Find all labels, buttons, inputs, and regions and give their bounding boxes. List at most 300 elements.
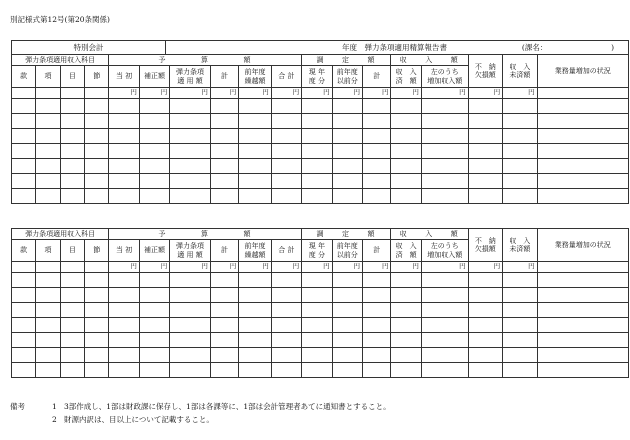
col-increase-header: 左のうち 増加収入額 [421, 240, 468, 262]
entry-cell[interactable] [391, 159, 421, 174]
entry-cell[interactable] [503, 114, 538, 129]
entry-cell[interactable] [109, 288, 139, 303]
yen-unit: 円 [302, 88, 332, 99]
yen-unit: 円 [210, 88, 238, 99]
entry-cell[interactable] [302, 288, 332, 303]
entry-cell[interactable] [421, 159, 468, 174]
entry-cell[interactable] [60, 144, 84, 159]
entry-cell[interactable] [302, 129, 332, 144]
entry-cell[interactable] [391, 288, 421, 303]
entry-cell[interactable] [421, 99, 468, 114]
col-setsu-header: 節 [85, 66, 109, 88]
entry-cell[interactable] [271, 114, 301, 129]
entry-cell[interactable] [36, 174, 60, 189]
yen-unit: 円 [271, 262, 301, 273]
table-row[interactable] [12, 129, 629, 144]
entry-cell[interactable] [332, 273, 362, 288]
entry-cell[interactable] [36, 129, 60, 144]
entry-cell[interactable] [109, 333, 139, 348]
entry-cell[interactable] [421, 273, 468, 288]
note-line [10, 413, 391, 426]
entry-cell[interactable] [332, 129, 362, 144]
col-unreceived-header: 収 入 未済額 [503, 229, 538, 262]
entry-cell[interactable] [239, 174, 271, 189]
group-budget-header: 予 算 額 [109, 229, 302, 240]
table-row[interactable] [12, 189, 629, 204]
col-moku-header: 目 [60, 66, 84, 88]
entry-cell[interactable] [36, 273, 60, 288]
table-row[interactable] [12, 363, 629, 378]
entry-cell[interactable] [239, 273, 271, 288]
entry-cell[interactable] [170, 159, 211, 174]
entry-cell[interactable] [60, 288, 84, 303]
entry-cell[interactable] [109, 273, 139, 288]
entry-cell[interactable] [36, 363, 60, 378]
entry-cell[interactable] [302, 189, 332, 204]
entry-cell[interactable] [468, 318, 503, 333]
entry-cell[interactable] [239, 144, 271, 159]
entry-cell[interactable] [363, 114, 391, 129]
table-row[interactable] [12, 303, 629, 318]
entry-cell[interactable] [210, 318, 238, 333]
entry-cell[interactable] [421, 174, 468, 189]
entry-cell[interactable] [210, 333, 238, 348]
entry-cell[interactable] [210, 189, 238, 204]
entry-cell[interactable] [12, 303, 36, 318]
entry-cell[interactable] [332, 159, 362, 174]
entry-cell[interactable] [271, 129, 301, 144]
entry-cell[interactable] [391, 303, 421, 318]
entry-cell[interactable] [170, 99, 211, 114]
entry-cell[interactable] [12, 189, 36, 204]
entry-cell[interactable] [60, 318, 84, 333]
entry-cell[interactable] [503, 129, 538, 144]
entry-cell[interactable] [391, 129, 421, 144]
entry-cell[interactable] [271, 348, 301, 363]
entry-cell[interactable] [12, 348, 36, 363]
entry-cell[interactable] [271, 333, 301, 348]
entry-cell[interactable] [239, 189, 271, 204]
col-initial-header: 当 初 [109, 66, 139, 88]
entry-cell[interactable] [12, 99, 36, 114]
entry-cell[interactable] [85, 114, 109, 129]
col-supplementary-header: 補正額 [139, 240, 169, 262]
entry-cell[interactable] [60, 303, 84, 318]
entry-cell[interactable] [363, 174, 391, 189]
entry-cell[interactable] [363, 288, 391, 303]
entry-cell[interactable] [363, 363, 391, 378]
col-kan-header: 款 [12, 240, 36, 262]
entry-cell[interactable] [139, 303, 169, 318]
table-row[interactable] [12, 288, 629, 303]
entry-cell[interactable] [537, 318, 628, 333]
entry-cell[interactable] [391, 174, 421, 189]
entry-cell[interactable] [503, 348, 538, 363]
entry-cell[interactable] [60, 99, 84, 114]
yen-unit: 円 [363, 88, 391, 99]
entry-cell[interactable] [139, 318, 169, 333]
entry-cell[interactable] [12, 144, 36, 159]
entry-cell[interactable] [85, 99, 109, 114]
entry-cell[interactable] [468, 159, 503, 174]
entry-cell[interactable] [36, 144, 60, 159]
col-deficit-header: 不 納 欠損額 [468, 229, 503, 262]
entry-cell[interactable] [537, 159, 628, 174]
entry-cell[interactable] [210, 303, 238, 318]
entry-cell[interactable] [36, 318, 60, 333]
entry-cell[interactable] [332, 318, 362, 333]
entry-cell[interactable] [85, 303, 109, 318]
entry-cell[interactable] [60, 159, 84, 174]
entry-cell[interactable] [391, 99, 421, 114]
entry-cell[interactable] [468, 174, 503, 189]
entry-cell[interactable] [537, 348, 628, 363]
entry-cell[interactable] [271, 303, 301, 318]
entry-cell[interactable] [139, 114, 169, 129]
entry-cell[interactable] [170, 174, 211, 189]
col-prior-year-header: 前年度 以前分 [332, 66, 362, 88]
entry-cell[interactable] [60, 363, 84, 378]
entry-cell[interactable] [537, 129, 628, 144]
entry-cell[interactable] [421, 318, 468, 333]
entry-cell[interactable] [85, 159, 109, 174]
entry-cell[interactable] [170, 189, 211, 204]
entry-cell[interactable] [239, 318, 271, 333]
entry-cell[interactable] [12, 273, 36, 288]
entry-cell[interactable] [302, 318, 332, 333]
table-row[interactable] [12, 99, 629, 114]
entry-cell[interactable] [271, 174, 301, 189]
group-header-row [12, 229, 629, 240]
entry-cell[interactable] [391, 189, 421, 204]
yen-unit: 円 [239, 88, 271, 99]
entry-cell[interactable] [109, 99, 139, 114]
entry-cell[interactable] [109, 129, 139, 144]
table-row[interactable] [12, 174, 629, 189]
entry-cell[interactable] [363, 318, 391, 333]
entry-cell[interactable] [363, 159, 391, 174]
entry-cell[interactable] [210, 114, 238, 129]
col-increase-header: 左のうち 増加収入額 [421, 66, 468, 88]
entry-cell[interactable] [421, 114, 468, 129]
entry-cell[interactable] [139, 333, 169, 348]
entry-cell[interactable] [170, 288, 211, 303]
entry-cell[interactable] [139, 363, 169, 378]
col-workload-header: 業務量増加の状況 [537, 229, 628, 262]
entry-cell[interactable] [302, 303, 332, 318]
entry-cell[interactable] [109, 189, 139, 204]
entry-cell[interactable] [60, 273, 84, 288]
entry-cell[interactable] [239, 288, 271, 303]
entry-cell[interactable] [391, 333, 421, 348]
entry-cell[interactable] [109, 114, 139, 129]
entry-cell[interactable] [170, 129, 211, 144]
table-row[interactable] [12, 144, 629, 159]
yen-unit: 円 [421, 88, 468, 99]
entry-cell[interactable] [421, 144, 468, 159]
entry-cell[interactable] [12, 363, 36, 378]
entry-cell[interactable] [468, 129, 503, 144]
entry-cell[interactable] [332, 333, 362, 348]
entry-cell[interactable] [210, 363, 238, 378]
entry-cell[interactable] [239, 348, 271, 363]
entry-cell[interactable] [363, 99, 391, 114]
entry-cell[interactable] [85, 348, 109, 363]
entry-cell[interactable] [36, 114, 60, 129]
division-field[interactable]: (課名： ) [521, 43, 614, 52]
entry-cell[interactable] [302, 144, 332, 159]
entry-cell[interactable] [60, 189, 84, 204]
entry-cell[interactable] [139, 144, 169, 159]
yen-unit: 円 [302, 262, 332, 273]
entry-cell[interactable] [210, 174, 238, 189]
entry-cell[interactable] [503, 189, 538, 204]
entry-cell[interactable] [170, 333, 211, 348]
entry-cell[interactable] [12, 114, 36, 129]
entry-cell[interactable] [139, 189, 169, 204]
entry-cell[interactable] [239, 129, 271, 144]
entry-cell[interactable] [85, 273, 109, 288]
group-received-header: 収 入 額 [391, 55, 468, 66]
yen-unit: 円 [468, 262, 503, 273]
entry-cell[interactable] [537, 273, 628, 288]
col-deficit-header: 不 納 欠損額 [468, 55, 503, 88]
entry-cell[interactable] [210, 159, 238, 174]
entry-cell[interactable] [421, 363, 468, 378]
entry-cell[interactable] [503, 333, 538, 348]
entry-cell[interactable] [468, 114, 503, 129]
entry-cell[interactable] [332, 348, 362, 363]
entry-cell[interactable] [421, 288, 468, 303]
entry-cell[interactable] [468, 189, 503, 204]
entry-cell[interactable] [421, 303, 468, 318]
entry-cell[interactable] [271, 144, 301, 159]
yen-unit: 円 [170, 262, 211, 273]
table-row[interactable] [12, 273, 629, 288]
entry-cell[interactable] [537, 363, 628, 378]
table-row[interactable] [12, 159, 629, 174]
entry-cell[interactable] [537, 288, 628, 303]
entry-cell[interactable] [60, 129, 84, 144]
entry-cell[interactable] [332, 288, 362, 303]
entry-cell[interactable] [36, 288, 60, 303]
entry-cell[interactable] [36, 99, 60, 114]
entry-cell[interactable] [537, 174, 628, 189]
entry-cell[interactable] [210, 144, 238, 159]
entry-cell[interactable] [109, 348, 139, 363]
entry-cell[interactable] [537, 144, 628, 159]
entry-cell[interactable] [170, 318, 211, 333]
group-received-header: 収 入 額 [391, 229, 468, 240]
entry-cell[interactable] [421, 333, 468, 348]
yen-unit: 円 [421, 262, 468, 273]
col-kou-header: 項 [36, 66, 60, 88]
entry-cell[interactable] [12, 318, 36, 333]
entry-cell[interactable] [85, 144, 109, 159]
group-header-row [12, 55, 629, 66]
entry-cell[interactable] [170, 363, 211, 378]
entry-cell[interactable] [271, 189, 301, 204]
entry-cell[interactable] [139, 288, 169, 303]
entry-cell[interactable] [503, 159, 538, 174]
entry-cell[interactable] [36, 348, 60, 363]
entry-cell[interactable] [60, 348, 84, 363]
entry-cell[interactable] [537, 189, 628, 204]
entry-cell[interactable] [85, 333, 109, 348]
entry-cell[interactable] [139, 159, 169, 174]
entry-cell[interactable] [363, 273, 391, 288]
entry-cell[interactable] [302, 348, 332, 363]
entry-cell[interactable] [271, 273, 301, 288]
entry-cell[interactable] [503, 144, 538, 159]
entry-cell[interactable] [239, 99, 271, 114]
entry-cell[interactable] [170, 114, 211, 129]
table-row[interactable] [12, 333, 629, 348]
table-row[interactable] [12, 318, 629, 333]
entry-cell[interactable] [12, 159, 36, 174]
entry-cell[interactable] [36, 303, 60, 318]
entry-cell[interactable] [139, 348, 169, 363]
entry-cell[interactable] [210, 288, 238, 303]
entry-cell[interactable] [271, 159, 301, 174]
entry-cell[interactable] [210, 99, 238, 114]
entry-cell[interactable] [239, 303, 271, 318]
entry-cell[interactable] [271, 318, 301, 333]
entry-cell[interactable] [537, 114, 628, 129]
entry-cell[interactable] [109, 174, 139, 189]
entry-cell[interactable] [239, 159, 271, 174]
entry-cell[interactable] [468, 288, 503, 303]
entry-cell[interactable] [421, 348, 468, 363]
entry-cell[interactable] [109, 303, 139, 318]
entry-cell[interactable] [12, 333, 36, 348]
entry-cell[interactable] [210, 273, 238, 288]
entry-cell[interactable] [109, 144, 139, 159]
entry-cell[interactable] [468, 144, 503, 159]
entry-cell[interactable] [537, 99, 628, 114]
entry-cell[interactable] [503, 363, 538, 378]
entry-cell[interactable] [239, 363, 271, 378]
entry-cell[interactable] [210, 348, 238, 363]
entry-cell[interactable] [36, 159, 60, 174]
entry-cell[interactable] [363, 348, 391, 363]
entry-cell[interactable] [391, 363, 421, 378]
entry-cell[interactable] [109, 363, 139, 378]
entry-cell[interactable] [139, 129, 169, 144]
entry-cell[interactable] [85, 288, 109, 303]
entry-cell[interactable] [391, 273, 421, 288]
entry-cell[interactable] [271, 99, 301, 114]
entry-cell[interactable] [468, 273, 503, 288]
entry-cell[interactable] [332, 174, 362, 189]
table-row[interactable] [12, 114, 629, 129]
entry-cell[interactable] [503, 288, 538, 303]
entry-cell[interactable] [391, 348, 421, 363]
entry-cell[interactable] [503, 99, 538, 114]
entry-cell[interactable] [170, 144, 211, 159]
entry-cell[interactable] [36, 189, 60, 204]
entry-cell[interactable] [12, 288, 36, 303]
entry-cell[interactable] [302, 363, 332, 378]
entry-cell[interactable] [537, 333, 628, 348]
entry-cell[interactable] [271, 363, 301, 378]
entry-cell[interactable] [503, 318, 538, 333]
entry-cell[interactable] [85, 174, 109, 189]
entry-cell[interactable] [332, 363, 362, 378]
entry-cell[interactable] [170, 348, 211, 363]
entry-cell[interactable] [421, 189, 468, 204]
entry-cell[interactable] [60, 333, 84, 348]
entry-cell[interactable] [332, 144, 362, 159]
entry-cell[interactable] [302, 174, 332, 189]
entry-cell[interactable] [12, 129, 36, 144]
entry-cell[interactable] [468, 303, 503, 318]
entry-cell[interactable] [12, 174, 36, 189]
entry-cell[interactable] [302, 99, 332, 114]
entry-cell[interactable] [239, 333, 271, 348]
entry-cell[interactable] [109, 159, 139, 174]
entry-cell[interactable] [468, 333, 503, 348]
entry-cell[interactable] [210, 129, 238, 144]
entry-cell[interactable] [503, 174, 538, 189]
group-budget-header: 予 算 額 [109, 55, 302, 66]
col-sum-header: 合 計 [271, 66, 301, 88]
entry-cell[interactable] [302, 159, 332, 174]
entry-cell[interactable] [503, 273, 538, 288]
entry-cell[interactable] [60, 174, 84, 189]
entry-cell[interactable] [503, 303, 538, 318]
entry-cell[interactable] [391, 318, 421, 333]
entry-cell[interactable] [85, 318, 109, 333]
entry-cell[interactable] [36, 333, 60, 348]
entry-cell[interactable] [332, 99, 362, 114]
entry-cell[interactable] [468, 363, 503, 378]
entry-cell[interactable] [363, 144, 391, 159]
entry-cell[interactable] [302, 333, 332, 348]
entry-cell[interactable] [302, 114, 332, 129]
entry-cell[interactable] [139, 273, 169, 288]
entry-cell[interactable] [363, 303, 391, 318]
entry-cell[interactable] [468, 348, 503, 363]
entry-cell[interactable] [302, 273, 332, 288]
entry-cell[interactable] [60, 114, 84, 129]
table-row[interactable] [12, 348, 629, 363]
entry-cell[interactable] [363, 333, 391, 348]
entry-cell[interactable] [332, 114, 362, 129]
entry-cell[interactable] [85, 129, 109, 144]
entry-cell[interactable] [85, 363, 109, 378]
entry-cell[interactable] [139, 174, 169, 189]
entry-cell[interactable] [421, 129, 468, 144]
entry-cell[interactable] [271, 288, 301, 303]
entry-cell[interactable] [239, 114, 271, 129]
entry-cell[interactable] [468, 99, 503, 114]
entry-cell[interactable] [537, 303, 628, 318]
col-moku-header: 目 [60, 240, 84, 262]
col-current-year-header: 現 年 度 分 [302, 240, 332, 262]
entry-cell[interactable] [391, 114, 421, 129]
entry-cell[interactable] [85, 189, 109, 204]
entry-cell[interactable] [332, 189, 362, 204]
entry-cell[interactable] [109, 318, 139, 333]
entry-cell[interactable] [170, 273, 211, 288]
entry-cell[interactable] [332, 303, 362, 318]
entry-cell[interactable] [363, 189, 391, 204]
entry-cell[interactable] [363, 129, 391, 144]
entry-cell[interactable] [139, 99, 169, 114]
entry-cell[interactable] [391, 144, 421, 159]
entry-cell[interactable] [170, 303, 211, 318]
